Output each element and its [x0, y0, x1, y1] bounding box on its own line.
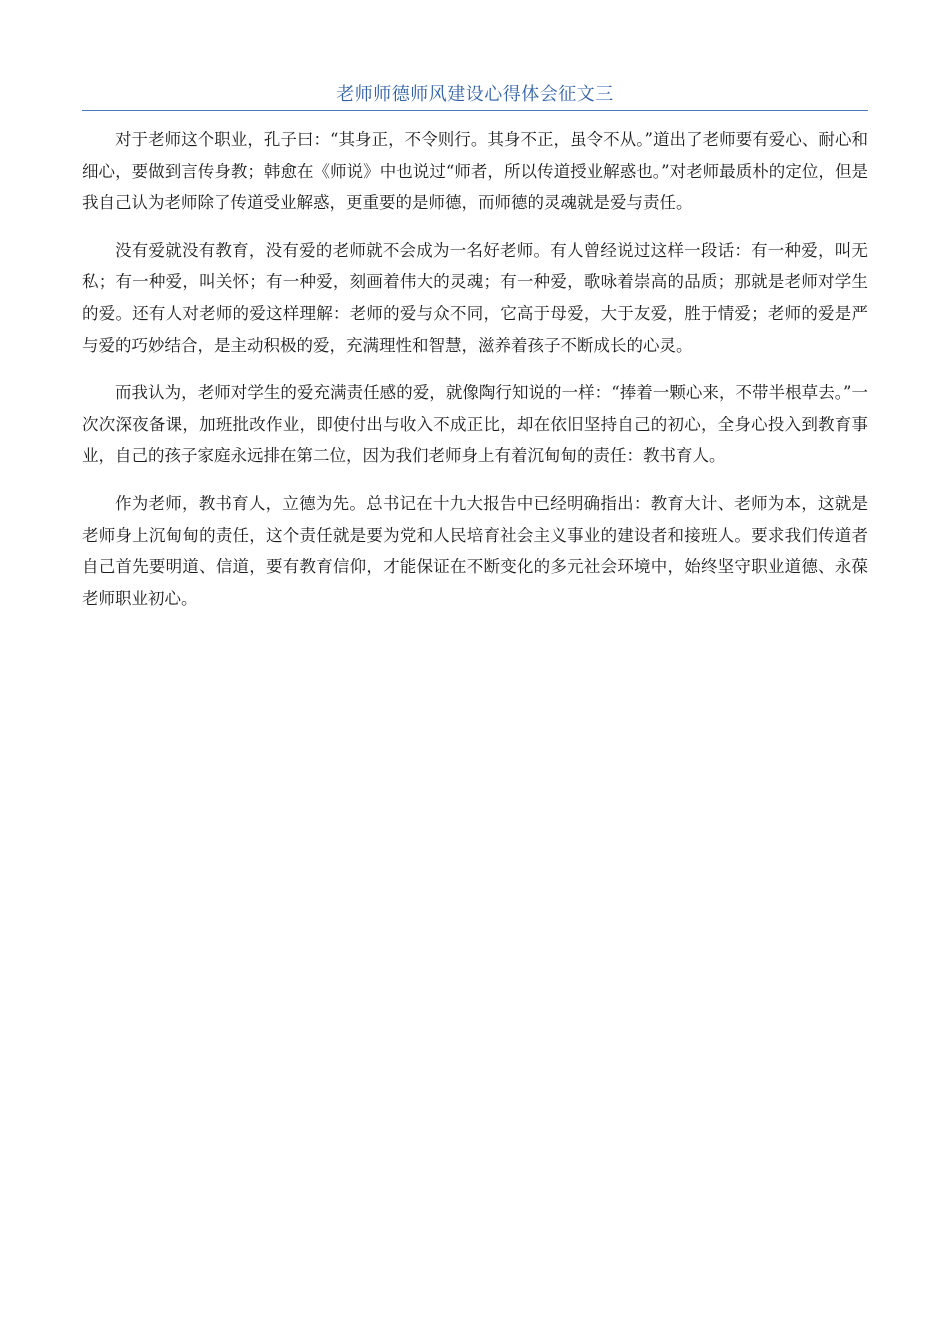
paragraph-2: 没有爱就没有教育，没有爱的老师就不会成为一名好老师。有人曾经说过这样一段话：有一种爱，叫无私；有一种爱，叫关怀；有一种爱，刻画着伟大的灵魂；有一种爱，歌咏着崇高的品质；那就是老师对学生的爱。还有人对老师的爱这样理解：老师的爱与众不同，它高于母爱，大于友爱，胜于情爱；老师的爱是严与爱的巧妙结合，是主动积极的爱，充满理性和智慧，滋养着孩子不断成长的心灵。 — [82, 240, 868, 355]
paragraph-4: 作为老师，教书育人，立德为先。总书记在十九大报告中已经明确指出：教育大计、老师为本，这就是老师身上沉甸甸的责任，这个责任就是要为党和人民培育社会主义事业的建设者和接班人。要求我们传道者自己首先要明道、信道，要有教育信仰，才能保证在不断变化的多元社会环境中，始终坚守职业道德、永葆老师职业初心。 — [82, 493, 868, 608]
document-header — [82, 80, 868, 111]
document-body — [82, 124, 868, 630]
document-title: 老师师德师风建设心得体会征文三 — [336, 84, 614, 105]
paragraph-1: 对于老师这个职业，孔子曰：“其身正，不令则行。其身不正，虽令不从。”道出了老师要有爱心、耐心和细心，要做到言传身教；韩愈在《师说》中也说过“师者，所以传道授业解惑也。”对老师最质朴的定位，但是我自己认为老师除了传道受业解惑，更重要的是师德，而师德的灵魂就是爱与责任。 — [82, 130, 868, 213]
paragraph-3: 而我认为，老师对学生的爱充满责任感的爱，就像陶行知说的一样：“捧着一颗心来，不带半根草去。”一次次深夜备课，加班批改作业，即使付出与收入不成正比，却在依旧坚持自己的初心，全身心投入到教育事业，自己的孩子家庭永远排在第二位，因为我们老师身上有着沉甸甸的责任：教书育人。 — [82, 383, 868, 466]
